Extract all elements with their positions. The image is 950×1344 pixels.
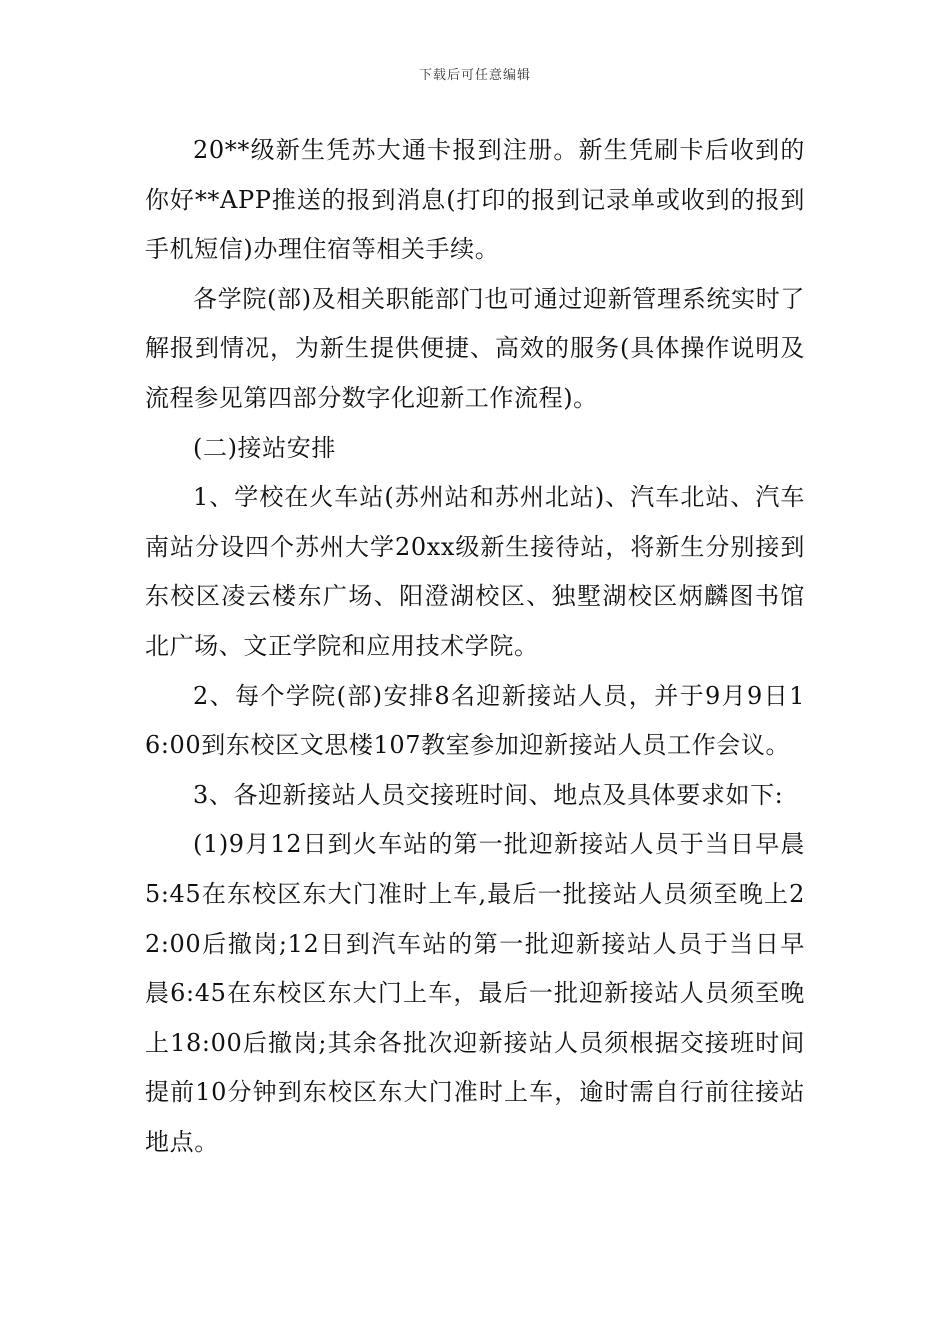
paragraph-shift-requirements: 3、各迎新接站人员交接班时间、地点及具体要求如下:	[193, 780, 784, 809]
paragraph-departments: 各学院(部)及相关职能部门也可通过迎新管理系统实时了解报到情况，为新生提供便捷、高效的服务(具体操作说明及流程参见第四部分数字化迎新工作流程)。	[145, 284, 805, 412]
page-header: 下载后可任意编辑	[418, 68, 531, 83]
paragraph-reception-stations: 1、学校在火车站(苏州站和苏州北站)、汽车北站、汽车南站分设四个苏州大学20xx级新生接待站，将新生分别接到东校区凌云楼东广场、阳澄湖校区、独墅湖校区炳麟图书馆北广场、文正学院和应用技术学院。	[145, 483, 805, 660]
section-heading-station-arrangement: (二)接站安排	[193, 433, 336, 462]
paragraph-shift-schedule: (1)9月12日到火车站的第一批迎新接站人员于当日早晨5:45在东校区东大门准时上车,最后一批接站人员须至晚上22:00后撤岗;12日到汽车站的第一批迎新接站人员于当日早晨6:45在东校区东大门上车，最后一批迎新接站人员须至晚上18:00后撤岗;其余各批次迎新接站人员须根据交接班时间提前10分钟到东校区东大门准时上车，逾时需自行前往接站地点。	[145, 830, 805, 1156]
paragraph-staff-meeting: 2、每个学院(部)安排8名迎新接站人员，并于9月9日16:00到东校区文思楼107教室参加迎新接站人员工作会议。	[145, 681, 805, 760]
paragraph-registration: 20**级新生凭苏大通卡报到注册。新生凭刷卡后收到的你好**APP推送的报到消息(打印的报到记录单或收到的报到手机短信)办理住宿等相关手续。	[145, 136, 805, 264]
document-body	[145, 126, 805, 1167]
